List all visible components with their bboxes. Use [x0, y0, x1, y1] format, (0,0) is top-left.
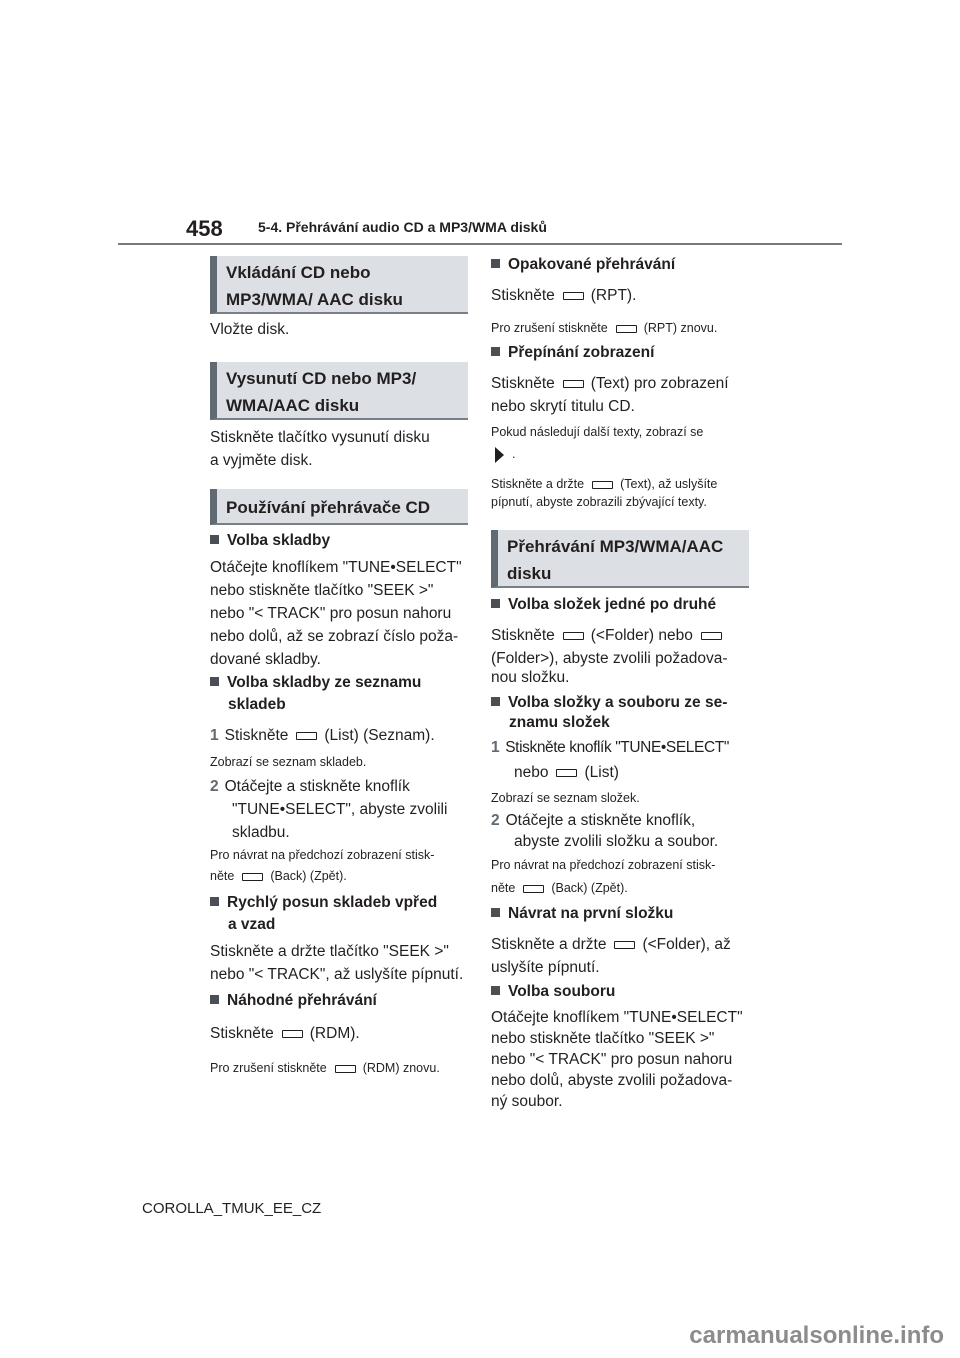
text-button-icon: [592, 481, 613, 489]
bullet-square-icon: [491, 697, 500, 706]
heading-insert-disc: Vkládání CD nebo MP3/WMA/ AAC disku: [210, 256, 468, 314]
watermark: carmanualsonline.info: [689, 1322, 944, 1349]
bullet-first-folder: Návrat na první složku: [491, 903, 673, 925]
bullet-square-icon: [210, 897, 219, 906]
fast-line: nebo "< TRACK", až uslyšíte pípnutí.: [210, 966, 464, 983]
bullet-folder-list: Volba složky a souboru ze se-: [491, 692, 727, 714]
display-text-2: nebo skrytí titulu CD.: [491, 398, 635, 415]
r-step-1: 1 Stiskněte knoflík "TUNE•SELECT": [491, 739, 729, 756]
rpt-button-icon: [616, 325, 637, 333]
bullet-folder-list-cont: znamu složek: [509, 714, 610, 731]
folders-text-3: nou složku.: [491, 669, 570, 686]
note-back-1: Pro návrat na předchozí zobrazení stisk-: [210, 848, 435, 862]
bullet-random: Náhodné přehrávání: [210, 990, 377, 1012]
back-button-icon: [523, 885, 544, 893]
list-button-icon: [556, 769, 577, 777]
step-2-line: "TUNE•SELECT", abyste zvolili: [232, 801, 448, 818]
note-back-2: něte (Back) (Zpět).: [210, 869, 347, 883]
fast-line: Stiskněte a držte tlačítko "SEEK >": [210, 943, 449, 960]
bullet-fast-forward: Rychlý posun skladeb vpřed: [210, 892, 437, 914]
note-list-shown: Zobrazí se seznam skladeb.: [210, 755, 367, 769]
repeat-note: Pro zrušení stiskněte (RPT) znovu.: [491, 321, 718, 335]
bullet-file-select: Volba souboru: [491, 981, 615, 1003]
bullet-square-icon: [491, 599, 500, 608]
display-note-2: .: [491, 444, 515, 464]
step-1: 1 Stiskněte (List) (Seznam).: [210, 727, 435, 744]
track-line: nebo dolů, až se zobrazí číslo poža-: [210, 628, 459, 645]
file-line: ný soubor.: [491, 1093, 563, 1110]
r-note-back-2: něte (Back) (Zpět).: [491, 881, 628, 895]
text-button-icon: [563, 380, 584, 388]
bullet-display-switch: Přepínání zobrazení: [491, 342, 654, 364]
back-button-icon: [242, 873, 263, 881]
bullet-square-icon: [491, 986, 500, 995]
rdm-button-icon: [282, 1030, 303, 1038]
step-2: 2 Otáčejte a stiskněte knoflík: [210, 778, 410, 795]
bullet-folders: Volba složek jedné po druhé: [491, 594, 716, 616]
r-step-2: 2 Otáčejte a stiskněte knoflík,: [491, 812, 696, 829]
header-divider: [118, 243, 842, 245]
track-line: nebo "< TRACK" pro posun nahoru: [210, 605, 452, 622]
folder-next-button-icon: [701, 632, 722, 640]
list-button-icon: [296, 732, 317, 740]
rpt-button-icon: [563, 292, 584, 300]
folders-text-1: Stiskněte (<Folder) nebo: [491, 624, 729, 647]
track-line: Otáčejte knoflíkem "TUNE•SELECT": [210, 559, 462, 576]
track-line: dované skladby.: [210, 651, 321, 668]
note-folder-list: Zobrazí se seznam složek.: [491, 791, 640, 805]
bullet-track-list: Volba skladby ze seznamu: [210, 672, 421, 694]
track-line: nebo stiskněte tlačítko "SEEK >": [210, 582, 434, 599]
r-step-2-line: abyste zvolili složku a soubor.: [514, 833, 719, 850]
repeat-text: Stiskněte (RPT).: [491, 287, 637, 304]
display-note-3: Stiskněte a držte (Text), až uslyšíte: [491, 477, 718, 491]
first-text-1: Stiskněte a držte (<Folder), až: [491, 936, 731, 953]
r-note-back-1: Pro návrat na předchozí zobrazení stisk-: [491, 858, 716, 872]
bullet-repeat: Opakované přehrávání: [491, 254, 675, 276]
file-line: Otáčejte knoflíkem "TUNE•SELECT": [491, 1009, 743, 1026]
bullet-track-select: Volba skladby: [210, 530, 330, 552]
display-note-4: pípnutí, abyste zobrazili zbývající texty.: [491, 495, 707, 509]
bullet-square-icon: [210, 535, 219, 544]
file-line: nebo dolů, abyste zvolili požadova-: [491, 1072, 733, 1089]
bullet-square-icon: [491, 908, 500, 917]
bullet-square-icon: [210, 677, 219, 686]
bullet-square-icon: [491, 347, 500, 356]
random-text: Stiskněte (RDM).: [210, 1025, 360, 1042]
r-step-1-cont: nebo (List): [514, 764, 619, 781]
heading-using-cd-player: Používání přehrávače CD: [210, 489, 468, 525]
heading-mp3-playback: Přehrávání MP3/WMA/AAC disku: [491, 530, 749, 588]
more-text-arrow-icon: [495, 447, 504, 463]
step-2-line: skladbu.: [232, 824, 290, 841]
section-title: 5-4. Přehrávání audio CD a MP3/WMA disků: [258, 219, 547, 235]
footer-code: COROLLA_TMUK_EE_CZ: [142, 1200, 322, 1217]
folder-prev-button-icon: [614, 941, 635, 949]
file-line: nebo "< TRACK" pro posun nahoru: [491, 1051, 733, 1068]
eject-text-2: a vyjměte disk.: [210, 452, 313, 469]
page-number: 458: [186, 216, 223, 241]
rdm-button-icon: [335, 1065, 356, 1073]
file-line: nebo stiskněte tlačítko "SEEK >": [491, 1030, 715, 1047]
random-note: Pro zrušení stiskněte (RDM) znovu.: [210, 1061, 440, 1075]
heading-eject-disc: Vysunutí CD nebo MP3/ WMA/AAC disku: [210, 362, 468, 420]
display-text-1: Stiskněte (Text) pro zobrazení: [491, 375, 729, 392]
folder-prev-button-icon: [563, 632, 584, 640]
bullet-square-icon: [491, 259, 500, 268]
bullet-square-icon: [210, 995, 219, 1004]
bullet-fast-forward-cont: a vzad: [228, 916, 276, 933]
eject-text-1: Stiskněte tlačítko vysunutí disku: [210, 429, 430, 446]
folders-text-2: (Folder>), abyste zvolili požadova-: [491, 650, 728, 667]
first-text-2: uslyšíte pípnutí.: [491, 959, 600, 976]
bullet-track-list-cont: skladeb: [228, 696, 286, 713]
insert-text: Vložte disk.: [210, 321, 290, 338]
display-note-1: Pokud následují další texty, zobrazí se: [491, 425, 704, 439]
